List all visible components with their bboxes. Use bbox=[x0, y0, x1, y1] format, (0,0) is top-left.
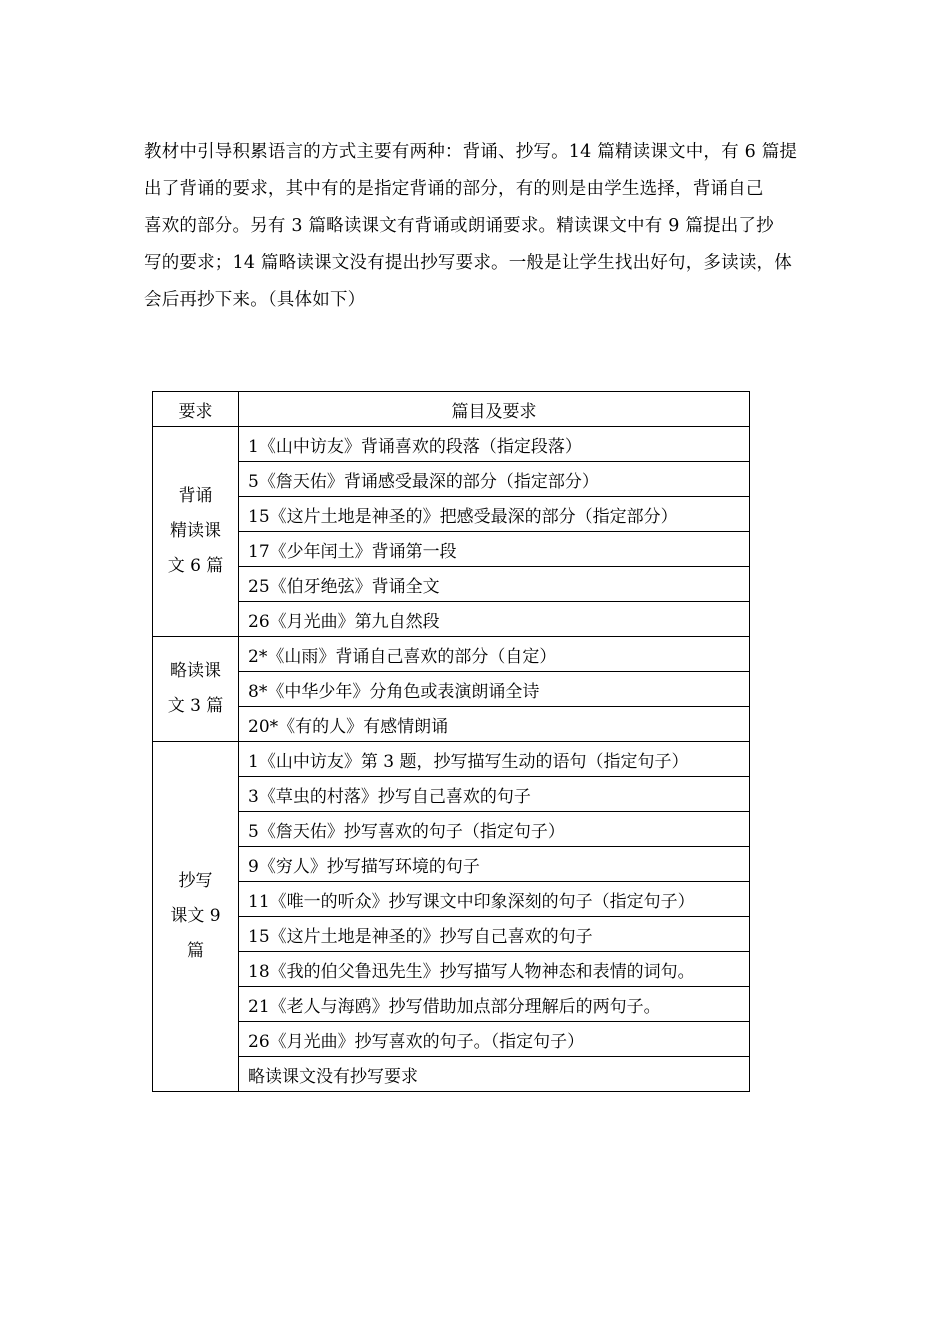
table-row bbox=[153, 567, 750, 602]
intro-line: 教材中引导积累语言的方式主要有两种：背诵、抄写。14 篇精读课文中，有 6 篇提 bbox=[144, 142, 798, 162]
item-cell: 15《这片土地是神圣的》抄写自己喜欢的句子 bbox=[239, 917, 750, 952]
table-row bbox=[153, 777, 750, 812]
table-row bbox=[153, 602, 750, 637]
item-cell: 略读课文没有抄写要求 bbox=[239, 1057, 750, 1092]
table-row bbox=[153, 637, 750, 672]
item-cell: 17《少年闰土》背诵第一段 bbox=[239, 532, 750, 567]
intro-line: 会后再抄下来。（具体如下） bbox=[144, 290, 366, 310]
intro-line: 写的要求；14 篇略读课文没有提出抄写要求。一般是让学生找出好句，多读读，体 bbox=[144, 253, 792, 273]
table-row bbox=[153, 672, 750, 707]
intro-paragraph bbox=[144, 134, 812, 319]
category-line: 背诵 bbox=[178, 486, 213, 506]
category-skim-reading bbox=[153, 637, 239, 742]
table-row bbox=[153, 462, 750, 497]
category-line: 文 3 篇 bbox=[167, 696, 224, 716]
table-row bbox=[153, 707, 750, 742]
item-cell: 9《穷人》抄写描写环境的句子 bbox=[239, 847, 750, 882]
item-cell: 15《这片土地是神圣的》把感受最深的部分（指定部分） bbox=[239, 497, 750, 532]
category-line: 篇 bbox=[187, 941, 204, 961]
header-requirement: 要求 bbox=[153, 392, 239, 427]
item-cell: 8*《中华少年》分角色或表演朗诵全诗 bbox=[239, 672, 750, 707]
item-cell: 11《唯一的听众》抄写课文中印象深刻的句子（指定句子） bbox=[239, 882, 750, 917]
table-row bbox=[153, 1022, 750, 1057]
table-row bbox=[153, 532, 750, 567]
table-row bbox=[153, 1057, 750, 1092]
table-row bbox=[153, 987, 750, 1022]
category-line: 课文 9 bbox=[170, 906, 221, 926]
requirements-table bbox=[152, 391, 750, 1092]
category-line: 文 6 篇 bbox=[167, 556, 224, 576]
item-cell: 1《山中访友》背诵喜欢的段落（指定段落） bbox=[239, 427, 750, 462]
item-cell: 18《我的伯父鲁迅先生》抄写描写人物神态和表情的词句。 bbox=[239, 952, 750, 987]
table-row bbox=[153, 812, 750, 847]
category-copy-text bbox=[153, 742, 239, 1092]
category-recite-intensive bbox=[153, 427, 239, 637]
item-cell: 3《草虫的村落》抄写自己喜欢的句子 bbox=[239, 777, 750, 812]
table-row bbox=[153, 847, 750, 882]
table-header-row bbox=[153, 392, 750, 427]
item-cell: 26《月光曲》第九自然段 bbox=[239, 602, 750, 637]
item-cell: 20*《有的人》有感情朗诵 bbox=[239, 707, 750, 742]
item-cell: 5《詹天佑》抄写喜欢的句子（指定句子） bbox=[239, 812, 750, 847]
item-cell: 25《伯牙绝弦》背诵全文 bbox=[239, 567, 750, 602]
table-row bbox=[153, 952, 750, 987]
table-row bbox=[153, 427, 750, 462]
intro-line: 出了背诵的要求，其中有的是指定背诵的部分，有的则是由学生选择，背诵自己 bbox=[144, 179, 764, 199]
header-items: 篇目及要求 bbox=[239, 392, 750, 427]
table-row bbox=[153, 882, 750, 917]
item-cell: 1《山中访友》第 3 题，抄写描写生动的语句（指定句子） bbox=[239, 742, 750, 777]
table-row bbox=[153, 742, 750, 777]
item-cell: 2*《山雨》背诵自己喜欢的部分（自定） bbox=[239, 637, 750, 672]
item-cell: 5《詹天佑》背诵感受最深的部分（指定部分） bbox=[239, 462, 750, 497]
category-line: 抄写 bbox=[178, 871, 213, 891]
item-cell: 21《老人与海鸥》抄写借助加点部分理解后的两句子。 bbox=[239, 987, 750, 1022]
item-cell: 26《月光曲》抄写喜欢的句子。（指定句子） bbox=[239, 1022, 750, 1057]
intro-line: 喜欢的部分。另有 3 篇略读课文有背诵或朗诵要求。精读课文中有 9 篇提出了抄 bbox=[144, 216, 774, 236]
category-line: 精读课 bbox=[170, 521, 221, 541]
table-row bbox=[153, 497, 750, 532]
table-row bbox=[153, 917, 750, 952]
category-line: 略读课 bbox=[170, 661, 221, 681]
